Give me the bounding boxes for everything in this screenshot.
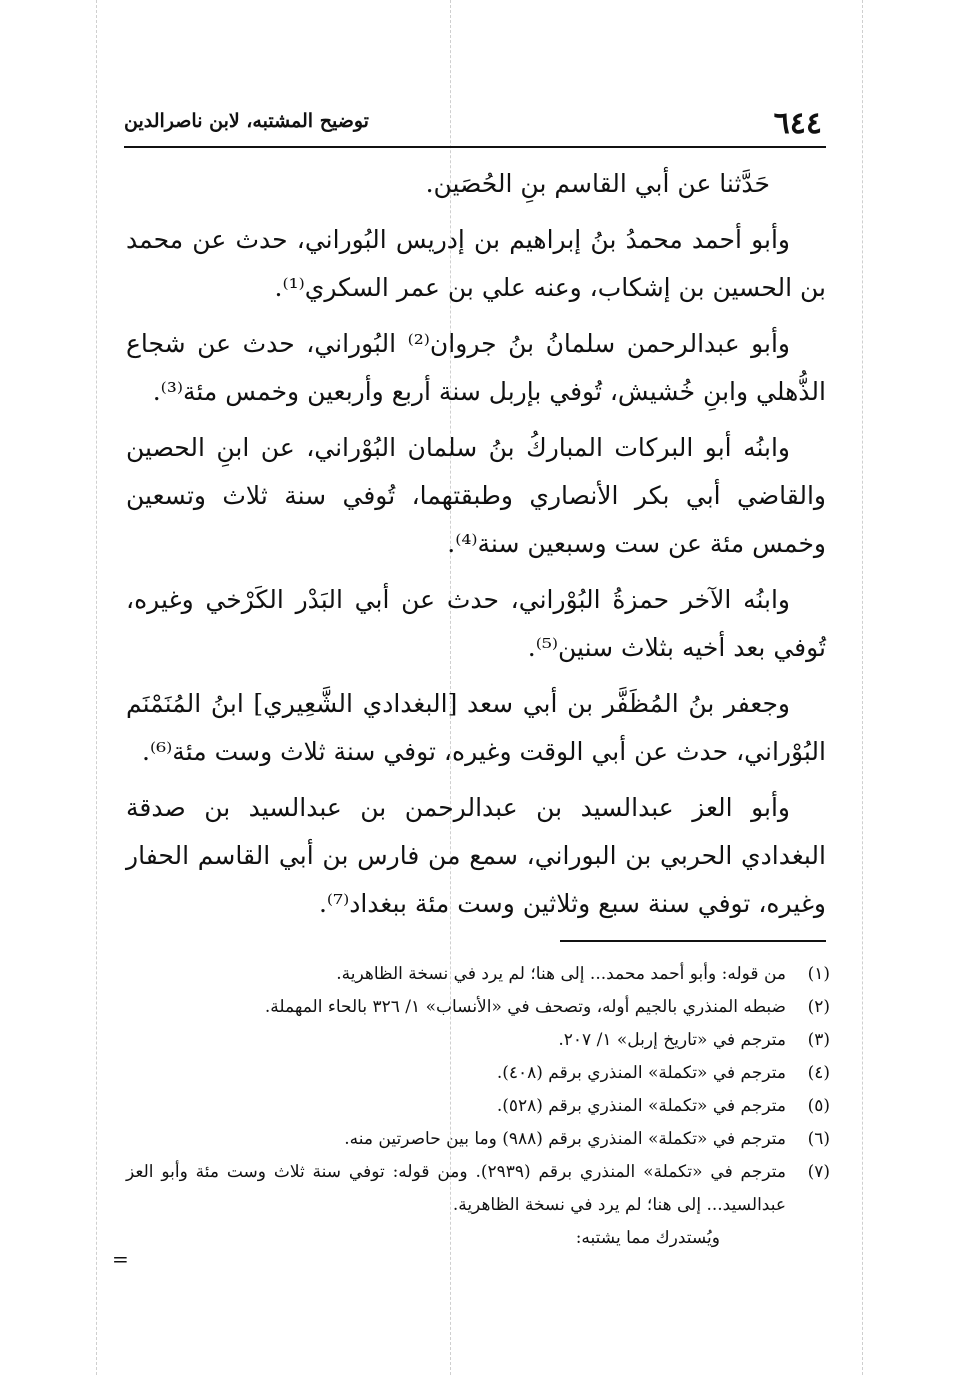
paragraph: حَدَّثنا عن أبي القاسم بنِ الحُصَين.	[425, 169, 770, 198]
footnote-text: مترجم في «تكملة» المنذري برقم (٩٨٨) وما بين حاصرتين منه.	[344, 1129, 786, 1149]
running-title: توضيح المشتبه، لابن ناصرالدين	[124, 110, 369, 132]
paragraph: وابنُه أبو البركات المباركُ بنُ سلمان البُوْراني، عن ابنِ الحصين والقاضي أبي بكر الأنصاري وطبقتهما، تُوفي سنة ثلاث وتسعين وخمس مئة عن ست وسبعين سنة⁽⁴⁾.	[126, 433, 826, 558]
footnote	[126, 1024, 830, 1057]
main-text	[126, 160, 826, 936]
paragraph: وأبو العز عبدالسيد بن عبدالرحمن بن عبدالسيد بن صدقة البغدادي الحربي بن البوراني، سمع من فارس بن أبي القاسم الحفار وغيره، توفي سنة سبع وثلاثين وست مئة ببغداد⁽⁷⁾.	[126, 793, 826, 918]
catchword: ويُستدرك مما يشتبه:	[575, 1228, 720, 1248]
scan-guide-line	[96, 0, 97, 1375]
footnote-text: ضبطه المنذري بالجيم أوله، وتصحف في «الأنساب» ١/ ٣٢٦ بالحاء المهملة.	[264, 997, 786, 1017]
paragraph: وأبو عبدالرحمن سلمانُ بنُ جروان⁽²⁾ البُوراني، حدث عن شجاع الذُّهلي وابنِ خُشيش، تُوفي بإربل سنة أربع وأربعين وخمس مئة⁽³⁾.	[126, 329, 826, 406]
footnote	[126, 1123, 830, 1156]
footnote-separator	[560, 940, 826, 942]
footnote	[126, 1057, 830, 1090]
footnote-text: مترجم في «تكملة» المنذري برقم (٢٩٣٩). ومن قوله: توفي سنة ثلاث وست مئة وأبو العز عبدالسيد... إلى هنا؛ لم يرد في نسخة الظاهرية.	[126, 1162, 786, 1215]
footnote-text: مترجم في «تكملة» المنذري برقم (٥٢٨).	[496, 1096, 786, 1116]
margin-mark: =	[112, 1247, 129, 1271]
footnote	[126, 991, 830, 1024]
paragraph: وابنُه الآخر حمزةُ البُوْراني، حدث عن أبي البَدْر الكَرْخي وغيره، تُوفي بعد أخيه بثلاث سنين⁽⁵⁾.	[126, 585, 826, 662]
paragraph: وجعفر بنُ المُظَفَّر بن أبي سعد [البغدادي الشَّعِيري] ابنُ المُنَمْنَم البُوْراني، حدث عن أبي الوقت وغيره، توفي سنة ثلاث وست مئة⁽⁶⁾.	[126, 689, 826, 766]
footnote	[126, 1156, 830, 1222]
footnote-number: (٧)	[807, 1162, 830, 1182]
footnote-text: من قوله: وأبو أحمد محمد... إلى هنا؛ لم يرد في نسخة الظاهرية.	[336, 964, 786, 984]
footnotes	[126, 958, 830, 1255]
footnote-text: مترجم في «تكملة» المنذري برقم (٤٠٨).	[496, 1063, 786, 1083]
footnote-number: (٤)	[807, 1063, 830, 1083]
paragraph: وأبو أحمد محمدُ بنُ إبراهيم بن إدريس البُوراني، حدث عن محمد بن الحسين بن إشكاب، وعنه علي بن عمر السكري⁽¹⁾.	[126, 225, 826, 302]
page-number: ٦٤٤	[773, 106, 822, 141]
footnote-number: (٥)	[807, 1096, 830, 1116]
scan-guide-line	[862, 0, 863, 1375]
footnote-number: (٣)	[807, 1030, 830, 1050]
footnote-number: (٢)	[807, 997, 830, 1017]
footnote	[126, 1090, 830, 1123]
footnote-text: مترجم في «تاريخ إربل» ١/ ٢٠٧.	[558, 1030, 786, 1050]
footnote	[126, 958, 830, 991]
footnote-number: (١)	[807, 964, 830, 984]
footnote-number: (٦)	[807, 1129, 830, 1149]
page-header	[124, 100, 826, 148]
